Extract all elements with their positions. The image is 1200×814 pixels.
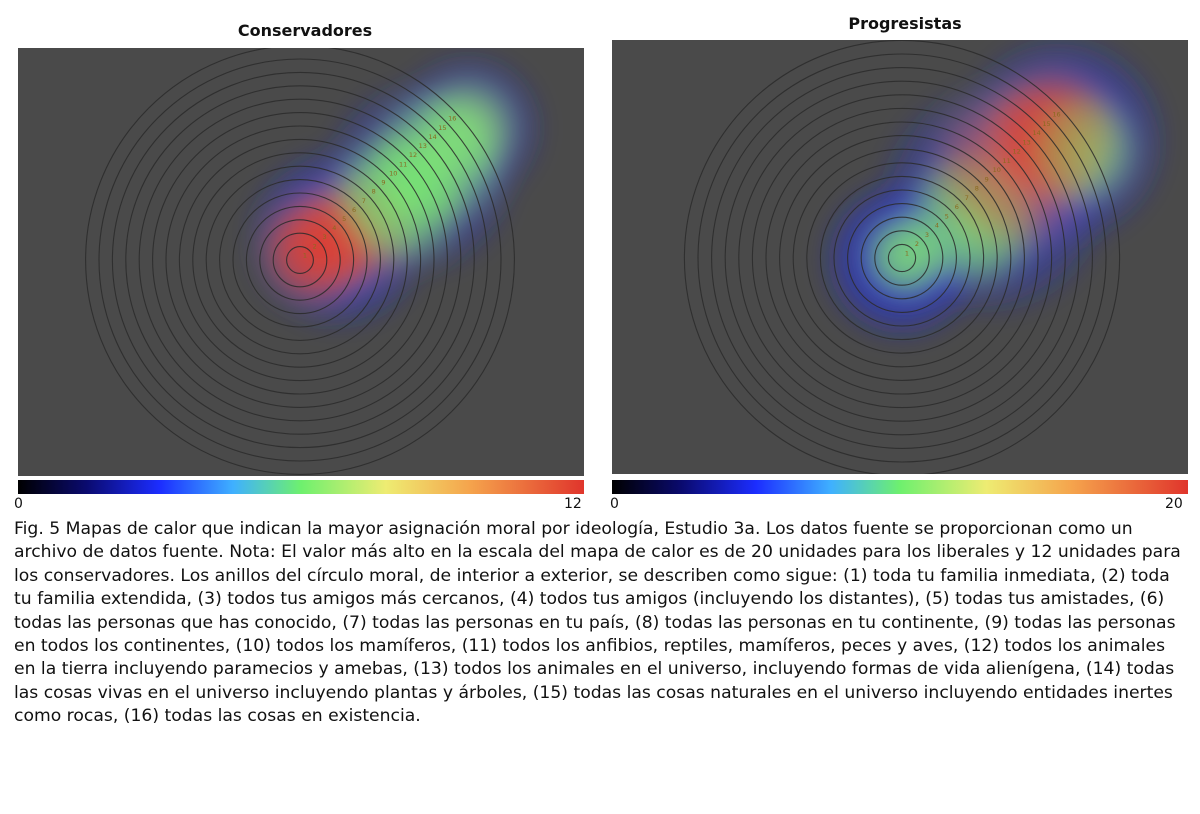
ring-label: 4	[934, 221, 939, 230]
ring-label: 10	[992, 166, 1001, 175]
ring-label: 15	[438, 123, 447, 132]
chart-title: Conservadores	[237, 21, 373, 40]
ring-label: 3	[924, 230, 929, 239]
colorbar	[612, 480, 1188, 494]
colorbar-max-label: 12	[564, 496, 582, 512]
figure-caption: Fig. 5 Mapas de calor que indican la mayor asignación moral por ideología, Estudio 3a. Los datos fuente se proporcionan como un archivo de datos fuente. Nota: El valor más alto en la escala del mapa de calor es de 20 unidades para los liberales y 12 unidades para los conservadores. Los anillos del círculo moral, de interior a exterior, se describen como sigue: (1) toda tu familia inmediata, (2) toda tu familia extendida, (3) todos tus amigos más cercanos, (4) todos tus amigos (incluyendo los distantes), (5) todas tus amistades, (6) todas las personas que has conocido, (7) todas las personas en tu país, (8) todas las personas en tu continente, (9) todas las personas en todos los continentes, (10) todos los mamíferos, (11) todos los anfibios, reptiles, mamíferos, peces y aves, (12) todos los animales en la tierra incluyendo paramecios y amebas, (13) todos los animales en el universo, incluyendo formas de vida alienígena, (14) todas las cosas vivas en el universo incluyendo plantas y árboles, (15) todas las cosas naturales en el universo incluyendo entidades inertes como rocas, (16) todas las cosas en existencia.	[14, 519, 1181, 727]
ring-label: 6	[954, 203, 959, 212]
ring-label: 14	[1032, 129, 1041, 138]
ring-label: 14	[428, 132, 437, 141]
ring-label: 8	[974, 184, 979, 193]
ring-label: 6	[351, 205, 357, 214]
ring-label: 7	[964, 193, 969, 202]
ring-label: 5	[944, 212, 949, 221]
ring-label: 12	[408, 151, 418, 160]
ring-label: 9	[381, 178, 386, 187]
ring-label: 13	[418, 142, 427, 151]
ring-label: 16	[1052, 110, 1061, 119]
ring-label: 2	[914, 240, 920, 249]
ring-label: 1	[904, 249, 910, 258]
ring-label: 7	[361, 196, 366, 205]
ring-label: 12	[1012, 147, 1021, 156]
chart-title: Progresistas	[848, 14, 962, 33]
ring-label: 9	[984, 175, 989, 184]
colorbar-min-label: 0	[14, 496, 23, 512]
ring-label: 5	[342, 214, 347, 223]
ring-label: 10	[389, 169, 398, 178]
ring-label: 1	[302, 251, 307, 260]
heatmap-progresistas	[612, 40, 1188, 474]
heatmap-conservadores	[18, 48, 584, 476]
ring-label: 11	[398, 160, 408, 169]
colorbar	[18, 480, 584, 494]
ring-label: 2	[312, 242, 317, 251]
ring-label: 16	[448, 114, 457, 123]
colorbar-max-label: 20	[1165, 496, 1183, 512]
colorbar-min-label: 0	[610, 496, 619, 512]
ring-label: 15	[1042, 119, 1051, 128]
ring-label: 4	[332, 224, 337, 233]
ring-label: 8	[371, 187, 376, 196]
ring-label: 11	[1002, 156, 1011, 165]
ring-label: 3	[322, 233, 327, 242]
ring-label: 13	[1022, 138, 1031, 147]
